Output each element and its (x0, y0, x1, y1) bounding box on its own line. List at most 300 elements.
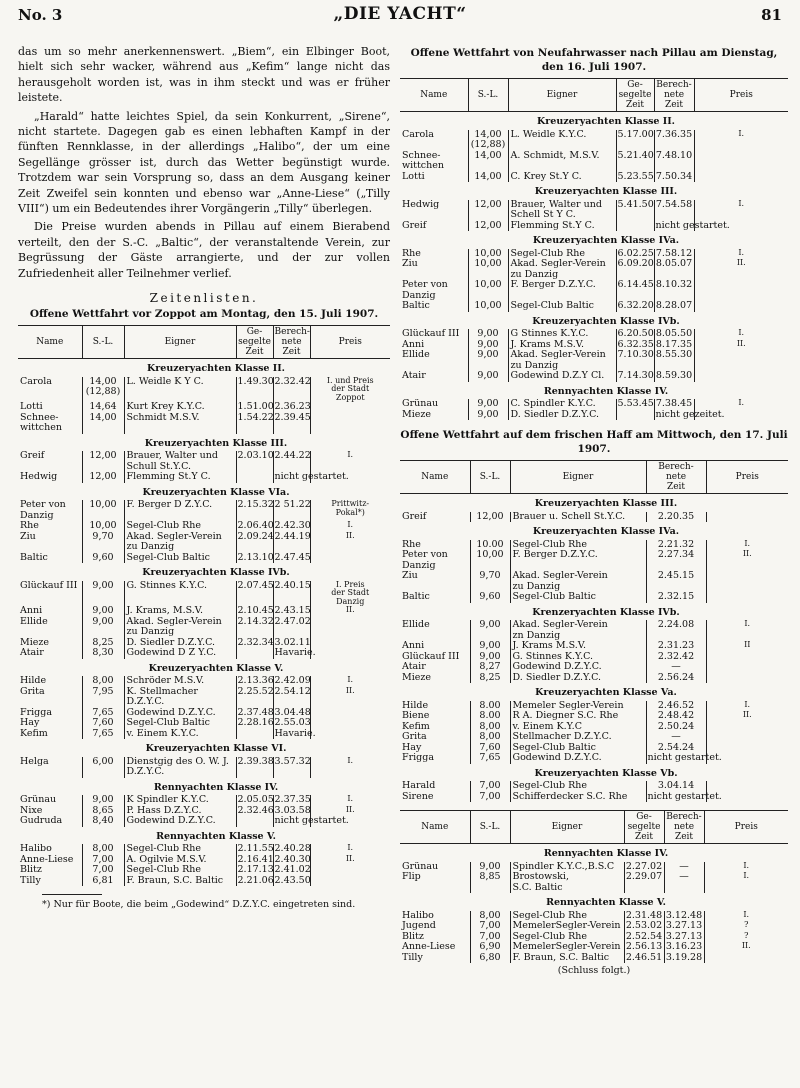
result-row (400, 673, 788, 684)
result-row (18, 876, 390, 887)
sail-length: 10,00 (82, 521, 124, 532)
sail-length: 8,00 (82, 844, 124, 855)
prize: I. (310, 676, 390, 687)
results-table (400, 78, 788, 420)
computed-time: nicht gestartet. (647, 790, 722, 802)
column-header: Preis (706, 461, 788, 494)
owner: Segel-Club Rhe (510, 781, 646, 792)
computed-time: 3.02.11 (274, 636, 311, 648)
owner: Godewind D.Z.Y.C. (510, 662, 646, 673)
prize: I. (706, 620, 788, 641)
result-row (400, 753, 788, 764)
yacht-name: Gudruda (20, 815, 63, 827)
computed-time: 3.57.32 (273, 757, 310, 778)
class-heading-row (400, 522, 788, 540)
sail-length: 8,00 (470, 911, 510, 922)
owner: F. Braun, S.C. Baltic (124, 876, 236, 887)
sail-length: 8,65 (82, 806, 124, 817)
class-heading-text: Kreuzeryachten Klasse Vb. (534, 767, 678, 779)
prize: ? (704, 932, 788, 943)
prize: Prittwitz- Pokal*) (310, 500, 390, 521)
prize: I. (310, 795, 390, 806)
race-title: Offene Wettfahrt von Neufahrwasser nach Pillau am Dienstag, den 16. Juli 1907. (410, 47, 778, 73)
prize (310, 729, 390, 740)
owner: v. Einem K.Y.C (510, 722, 646, 733)
owner: G Stinnes K.Y.C. (508, 329, 616, 340)
computed-time: nicht gestartet. (274, 471, 349, 483)
column-header: Eigner (510, 461, 646, 494)
class-heading-row (18, 483, 390, 501)
result-row (400, 259, 788, 280)
prize: I. (706, 540, 788, 551)
sailed-time (236, 648, 273, 659)
yacht-name: Glückauf III (402, 328, 460, 339)
class-heading-text: Kreuzeryachten Klasse Va. (535, 687, 677, 698)
yacht-name: Harald (402, 780, 436, 791)
sail-length: 9,70 (82, 532, 124, 553)
result-row (18, 617, 390, 638)
owner: Segel-Club Baltic (124, 718, 236, 729)
yacht-name: Mieze (402, 408, 432, 420)
class-heading-row (400, 683, 788, 701)
result-row (400, 221, 788, 232)
prize (706, 592, 788, 603)
sailed-time (236, 816, 273, 827)
prize (694, 280, 788, 301)
sail-length: 6,00 (82, 757, 124, 778)
owner: Segel-Club Rhe (510, 911, 624, 922)
result-row (400, 410, 788, 421)
yacht-name: Greif (402, 510, 427, 522)
result-row (400, 151, 788, 172)
computed-time: 3.04.14 (646, 781, 706, 792)
result-row (400, 781, 788, 792)
result-row (400, 371, 788, 382)
sailed-time: 7.14.30 (617, 370, 654, 381)
class-heading (400, 382, 788, 400)
owner: Segel-Club Baltic (510, 743, 646, 754)
owner: Segel-Club Rhe (510, 540, 646, 551)
result-row (400, 711, 788, 722)
result-row (400, 592, 788, 603)
column-header: Berech- nete Zeit (274, 327, 310, 358)
column-header: Eigner (124, 326, 236, 359)
prize (310, 553, 390, 564)
sail-length: 7,95 (82, 687, 124, 708)
owner: C. Krey St.Y C. (508, 172, 616, 183)
column-header: Name (400, 79, 468, 112)
sailed-time: 2.37.48 (237, 706, 274, 718)
sail-length: 9,00 (468, 371, 508, 382)
sail-length: 6,81 (82, 876, 124, 887)
sail-length: 12,00 (82, 472, 124, 483)
class-heading-text: Rennyachten Klasse IV. (543, 848, 669, 859)
column-header: Preis (704, 811, 788, 844)
sail-length: 6,90 (470, 942, 510, 953)
result-row (18, 553, 390, 564)
section-heading: Zeitenlisten. (149, 291, 259, 306)
computed-time: 7.48.10 (654, 151, 694, 172)
prize: I. (310, 451, 390, 472)
sail-length: 12,00 (82, 451, 124, 472)
yacht-name: Rhe (402, 247, 421, 259)
yacht-name: Baltic (402, 591, 430, 602)
sail-length: 9,00 (470, 620, 510, 641)
column-header: Eigner (508, 79, 616, 112)
sail-length: 12,00 (470, 512, 510, 523)
yacht-name: Blitz (20, 864, 42, 876)
class-heading-row (18, 778, 390, 796)
class-heading-row (18, 827, 390, 845)
prize: II. (694, 259, 788, 280)
owner: Akad. Segler-Verein zn Danzig (510, 620, 646, 641)
sailed-time: 7.10.30 (616, 350, 654, 371)
computed-time: nicht gestartet. (655, 219, 730, 231)
prize: II. (706, 711, 788, 722)
sail-length: 14,00 (12,88) (82, 377, 124, 403)
sail-length: 7,60 (82, 718, 124, 729)
result-row (18, 757, 390, 778)
yacht-name: Biene (402, 710, 430, 721)
result-row (18, 718, 390, 729)
results-table (400, 460, 788, 802)
computed-time: — (646, 732, 706, 743)
yacht-name: Hay (402, 741, 422, 753)
sailed-time: 2.14.32 (236, 617, 273, 638)
result-row (18, 676, 390, 687)
class-heading-row (18, 563, 390, 581)
page-header (18, 4, 782, 28)
result-row (400, 280, 788, 301)
prize (706, 781, 788, 792)
owner: Akad. Segler-Verein zu Danzig (508, 259, 616, 280)
result-row (400, 732, 788, 743)
class-heading-text: Kreuzeryachten Klasse II. (147, 363, 285, 375)
computed-time: 2.20.35 (646, 512, 706, 523)
computed-time: 3.12.48 (665, 909, 703, 921)
sail-length: 9,00 (470, 641, 510, 652)
yacht-name: Lotti (402, 170, 425, 182)
prize (310, 413, 390, 434)
owner: P. Hass D.Z.Y.C. (124, 806, 236, 817)
result-row (400, 641, 788, 652)
owner: Akad. Segler-Verein zu Danzig (124, 617, 236, 638)
yacht-name: Frigga (402, 752, 434, 763)
yacht-name: Jugend (402, 920, 436, 931)
sail-length: 9,00 (82, 606, 124, 617)
sail-length: 10,00 (468, 249, 508, 260)
computed-time: 2.54.24 (646, 743, 706, 754)
yacht-name: Tilly (20, 874, 41, 886)
prize: ? (704, 921, 788, 932)
prize (706, 571, 788, 592)
column-header: Berech- nete Zeit (664, 811, 704, 844)
class-heading-row (400, 603, 788, 621)
computed-time: 7.38.45 (655, 398, 693, 409)
prize: II. (310, 806, 390, 817)
computed-time: — (664, 872, 704, 893)
computed-time: 2.43.50 (274, 874, 311, 886)
owner: Spindler K.Y.C.,B.S.C (510, 862, 624, 873)
class-heading-row (400, 312, 788, 330)
owner: Memeler Segler-Verein (510, 701, 646, 712)
owner: J. Krams M.S.V. (508, 340, 616, 351)
computed-time: 2.45.15 (646, 571, 706, 592)
class-heading-row (400, 844, 788, 862)
sailed-time: 5.17.00 (616, 130, 654, 151)
column-header: Eigner (510, 811, 624, 844)
sailed-time: 1.54.22 (236, 413, 273, 434)
race-title: Offene Wettfahrt vor Zoppot am Montag, den 15. Juli 1907. (29, 308, 379, 321)
result-row (18, 451, 390, 472)
owner: Segel-Club Rhe (510, 932, 624, 943)
sailed-time: 2.13.36 (237, 675, 274, 687)
column-header: Berech- nete Zeit (646, 461, 706, 494)
header-row (400, 79, 788, 112)
sailed-time: 6.09.20 (616, 259, 654, 280)
prize: I. Preis der Stadt Danzig (310, 581, 390, 607)
class-heading-row (400, 764, 788, 782)
computed-time: Havarie. (274, 647, 316, 659)
owner: G. Stinnes K.Y.C. (124, 581, 236, 607)
computed-time: 2.44.19 (273, 532, 310, 553)
class-heading (18, 359, 390, 377)
result-row (18, 795, 390, 806)
column-header: S.-L. (468, 79, 508, 112)
yacht-name: Atair (402, 661, 426, 672)
owner: F. Berger D.Z.Y.C. (508, 280, 616, 301)
class-heading (400, 112, 788, 130)
sailed-time: 2.32.46 (237, 804, 274, 816)
computed-time: 8.55.30 (654, 350, 694, 371)
class-heading (400, 603, 788, 621)
yacht-name: Glückauf III (402, 650, 460, 662)
computed-time: 8.10.32 (654, 280, 694, 301)
sail-length: 8,25 (470, 673, 510, 684)
yacht-name: Hilde (20, 675, 47, 687)
table-header (18, 326, 390, 359)
result-row (400, 550, 788, 571)
owner: Flemming St.Y C. (508, 221, 616, 232)
yacht-name: Mieze (402, 671, 432, 683)
sail-length: 9,00 (470, 652, 510, 663)
prize: II. (310, 532, 390, 553)
right-column (400, 46, 788, 976)
sailed-time: 5.53.45 (617, 398, 654, 409)
yacht-name: Ellide (402, 349, 430, 360)
sailed-time: 2.46.51 (625, 951, 663, 963)
table-body (400, 494, 788, 803)
owner: Godewind D.Z.Y.C. (124, 708, 236, 719)
result-row (400, 872, 788, 893)
computed-time: 8.05.07 (654, 259, 694, 280)
class-heading (18, 659, 390, 677)
owner: MemelerSegler-Verein (510, 942, 624, 953)
owner: F. Berger D.Z.Y.C. (510, 550, 646, 571)
prize: II (706, 641, 788, 652)
sail-length: 14,64 (82, 402, 124, 413)
result-row (18, 532, 390, 553)
yacht-name: Greif (402, 219, 427, 231)
intro-paragraph: das um so mehr anerkennenswert. „Biem“, ein Elbinger Boot, hielt sich sehr wacker, während aus „Kefim“ lange nicht das herausgeholt worden ist, was in ihm steckt und was er früher leistete. (18, 45, 390, 105)
sail-length: 7,65 (82, 708, 124, 719)
yacht-name: Glückauf III (20, 579, 78, 591)
sail-length: 8,00 (470, 732, 510, 743)
computed-time: 2.43.15 (274, 605, 311, 617)
table-header (400, 811, 788, 844)
yacht-name: Halibo (20, 843, 52, 855)
prize: II. (694, 340, 788, 351)
sailed-time: 2.09.24 (236, 532, 273, 553)
computed-time: 3.19.28 (665, 951, 703, 963)
computed-time: 2.32.15 (646, 592, 706, 603)
owner: Akad. Segler-Verein zu Danzig (124, 532, 236, 553)
column-header: Name (400, 811, 470, 844)
race-title: Offene Wettfahrt auf dem frischen Haff am Mittwoch, den 17. Juli 1907. (400, 429, 788, 455)
yacht-name: Nixe (20, 804, 43, 816)
sail-length: 14,00 (468, 172, 508, 183)
sail-length: 10,00 (468, 301, 508, 312)
yacht-name: Peter von Danzig (402, 279, 448, 301)
result-row (400, 571, 788, 592)
yacht-name: Grita (20, 685, 45, 697)
sail-length: 9,00 (82, 581, 124, 607)
column-header: Ge- segelte Zeit (616, 79, 654, 112)
computed-time: 2.48.42 (646, 711, 706, 722)
sailed-time: 5.23.55 (617, 170, 654, 182)
class-heading-text: Kreuzeryachten Klasse III. (534, 498, 678, 509)
computed-time: 2.42.30 (274, 520, 311, 532)
class-heading (400, 683, 788, 701)
yacht-name: Halibo (402, 909, 434, 921)
computed-time: 2.40.28 (274, 843, 311, 855)
yacht-name: Flip (402, 871, 421, 882)
class-heading-row (400, 494, 788, 512)
prize: I. (310, 521, 390, 532)
sail-length: 9,00 (470, 862, 510, 873)
sailed-time: 2.52.54 (625, 930, 663, 942)
sailed-time: 2.25.52 (236, 687, 273, 708)
computed-time: 2.36.23 (274, 401, 311, 413)
prize (706, 512, 788, 523)
class-heading (18, 434, 390, 452)
sailed-time (616, 410, 654, 421)
sail-length: 8,25 (82, 638, 124, 649)
computed-time: — (646, 662, 706, 673)
computed-time: 2.40.15 (273, 581, 310, 607)
result-row (18, 855, 390, 866)
yacht-name: Anne-Liese (20, 853, 74, 865)
computed-time: 8.05.50 (655, 328, 693, 339)
yacht-name: Blitz (402, 930, 424, 942)
prize (310, 708, 390, 719)
sail-length: 7,65 (470, 753, 510, 764)
yacht-name: Rhe (402, 538, 421, 550)
owner: Brauer, Walter und Schull St.Y.C. (124, 451, 236, 472)
class-heading (400, 844, 788, 862)
class-heading-text: Kreuzeryachten Klasse III. (144, 437, 288, 449)
yacht-name: Anni (402, 338, 425, 350)
yacht-name: Grünau (402, 398, 439, 409)
owner: Brauer u. Schell St.Y.C. (510, 512, 646, 523)
owner: Segel-Club Baltic (510, 592, 646, 603)
computed-time: 3.16.23 (665, 941, 703, 952)
column-header: Preis (694, 79, 788, 112)
computed-time: 7.54.58 (654, 200, 694, 221)
sail-length: 9,00 (468, 340, 508, 351)
header-row (400, 461, 788, 494)
owner: Brauer, Walter und Schell St Y C. (508, 200, 616, 221)
owner: A. Ogilvie M.S.V. (124, 855, 236, 866)
computed-time: 2.32.42 (273, 377, 310, 403)
column-header: Name (18, 326, 82, 359)
result-row (400, 512, 788, 523)
result-row (400, 350, 788, 371)
owner: MemelerSegler-Verein (510, 921, 624, 932)
owner: Flemming St.Y C. (124, 472, 236, 483)
column-header: S.-L. (82, 326, 124, 359)
sailed-time (616, 221, 654, 232)
sailed-time: 6.32.35 (617, 338, 654, 350)
computed-time: 2.54.12 (273, 687, 310, 708)
computed-time: 2.21.32 (646, 540, 706, 551)
computed-time: 3.03.58 (274, 804, 311, 816)
yacht-name: Rhe (20, 520, 39, 532)
computed-time: 8.17.35 (655, 338, 693, 350)
sailed-time: 2.05.05 (237, 794, 274, 806)
prize (706, 722, 788, 733)
prize: I. (694, 329, 788, 340)
sail-length: 7,00 (470, 792, 510, 803)
prize (706, 732, 788, 743)
owner: Godewind D.Z.Y Cl. (508, 371, 616, 382)
result-row (400, 301, 788, 312)
result-row (18, 648, 390, 659)
class-heading (400, 494, 788, 512)
class-heading-text: Kreuzeryachten Klasse IVa. (532, 526, 680, 537)
owner: Segel-Club Rhe (508, 249, 616, 260)
yacht-name: Anni (20, 605, 43, 617)
owner: Dienstgig des O. W. J. D.Z.Y.C. (124, 757, 236, 778)
column-header: S.-L. (470, 461, 510, 494)
prize (694, 350, 788, 371)
sailed-time: 2.21.06 (237, 874, 274, 886)
owner: C. Spindler K.Y.C. (508, 399, 616, 410)
class-heading (400, 231, 788, 249)
computed-time: nicht gezeitet. (655, 408, 725, 420)
sail-length: 8.00 (470, 701, 510, 712)
footnote-rule (42, 894, 102, 895)
computed-time: 2.55.03 (274, 717, 311, 729)
column-header: Name (400, 461, 470, 494)
yacht-name: Kefim (20, 727, 48, 739)
prize (694, 172, 788, 183)
result-row (400, 953, 788, 964)
yacht-name: Grünau (20, 794, 57, 806)
class-heading-row (400, 112, 788, 130)
class-heading-text: Kreuzeryachten Klasse VI. (145, 743, 287, 755)
prize: II. (310, 855, 390, 866)
sail-length: 7,00 (470, 932, 510, 943)
sailed-time: 2.11.55 (237, 843, 274, 855)
result-row (400, 620, 788, 641)
prize (706, 652, 788, 663)
sail-length: 9,00 (468, 399, 508, 410)
yacht-name: Hedwig (20, 471, 58, 483)
owner: Akad. Segler-Verein zu Danzig (510, 571, 646, 592)
prize (704, 953, 788, 964)
sailed-time: 2.17.13 (237, 864, 274, 876)
